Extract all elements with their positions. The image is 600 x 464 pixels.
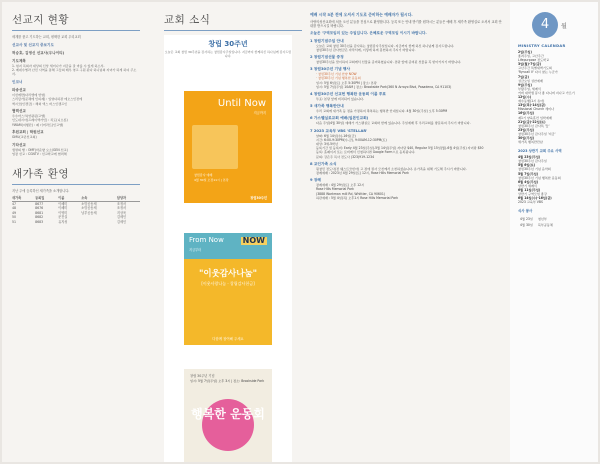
calendar-text: 부활주일, 세례식	[518, 86, 541, 91]
table-cell: 47	[12, 201, 17, 206]
calendar-date: 16일(주일)	[518, 111, 535, 116]
table-cell: 8682	[35, 215, 44, 220]
month-number: 4	[532, 12, 558, 38]
poster-line: 창립감사 예배	[194, 173, 213, 177]
mission-section-line: YWAM(여행단) : 페 너머라트(인고엘)	[12, 122, 64, 127]
table-cell: 남부공동체	[81, 210, 97, 215]
news-item	[310, 92, 502, 101]
news-list	[310, 39, 502, 200]
mission-section-head: 기타선교	[12, 142, 26, 147]
anniversary-logo: 창립 30주년	[208, 40, 248, 48]
calendar-date: 5월 7일(주일)	[518, 171, 539, 176]
calendar-text: 창립30주년 기념 행복한 운동회	[518, 175, 561, 180]
news-item-body: 등록기간 및 등록비: Early 4월 23일(주일)-5월 14일(주일) 자녀당 $40, Regular 5월 15일(월)-6월 4일(주일) 자녀당 $50	[316, 146, 484, 151]
table-cell: 51	[12, 220, 17, 225]
news-item-body: 창립30주년을 맞이하여 교회에서 선물을 준비하였습니다. 본당 앞에 준비된 선물을 꼭 받아가시기 바랍니다.	[316, 60, 462, 64]
calendar-text: 창립30주년 감사주일	[518, 159, 547, 164]
meal-table	[518, 215, 558, 229]
table-cell: 이영미	[58, 210, 68, 215]
mission-section-line: 이선에반(다리엔에 연영)	[12, 92, 46, 97]
calendar-date: 7일(금)	[518, 74, 529, 79]
mission-section-head: 허승호, 김영신 선교사(우나이티)	[12, 50, 65, 55]
mission-section-line: 엑시코(인캔금) : 해외 엑스 버스인캠프인	[12, 101, 68, 106]
mission-section-line: 우수마스크(연평된/고엘)	[12, 114, 46, 119]
divider	[12, 30, 140, 31]
calendar-text: 세가족 행복반만남	[518, 140, 543, 145]
mission-sections	[12, 51, 140, 157]
poster-sub-text: [이웃사랑나눔 · 창립감사헌금]	[201, 281, 255, 286]
news-item-body: Rose Hills Memorial Park	[316, 187, 354, 192]
calendar-entry	[518, 111, 594, 119]
table-cell: 조정서	[116, 206, 127, 211]
meal-team: 청년부	[537, 217, 547, 222]
mission-section-head: 기도제목	[12, 58, 26, 63]
news-welcome: 사랑의성산교회에 처음 오신 분들을 진심으로 환영합니다. 등록 또는 안내 받기를 원하시는 분들은 예배 후 새가족 환영실로 오셔서 교회 안내를 받으시길 바랍니다.	[310, 20, 502, 29]
mission-section-line: 인도네시아(프레이엑카인) : 치도(니오름)	[12, 118, 68, 123]
calendar-text: 창립30주년 감사주일 '지금'	[518, 131, 556, 136]
calendar-date: 13일(목)-14일(금)	[518, 103, 546, 108]
news-item-body: 장례예배 : 2023년 4월 29일(토) 12시, Rose Hills Memorial Park	[316, 171, 409, 176]
calendar-date: 23일(주일)	[518, 127, 535, 132]
mission-section-line: 업장 선교 : CGNTV : 선교학교에 협력해	[12, 152, 67, 157]
poster-footer-text: 다함께 참여해 주세요	[212, 337, 244, 341]
table-header-cell: 소속	[81, 196, 117, 201]
news-item-body: 우리 교회에 새가족 등 정을 가정하여 축복하는 행복반 안내입니다. 4월 30일(주일) 오후 5:30PM	[316, 109, 448, 114]
table-cell: 김세인	[116, 220, 127, 225]
calendar-list	[518, 50, 594, 144]
calendar-text: 창립30주년 기념 음악회	[518, 167, 551, 172]
news-item	[310, 104, 502, 113]
news-item-body: 장례예배 : 4월 29일(토) 오후 12시	[316, 183, 365, 188]
mission-intro: 세계를 품고 기도하는 교회, 평택한 교회 우리교회	[12, 35, 81, 39]
poster-subtitle: 지금까지	[253, 111, 266, 115]
table-cell: 이혜미	[58, 206, 68, 211]
calendar-entry	[518, 180, 594, 188]
meal-date: 4월 23일	[520, 217, 533, 222]
news-item-sub: · 창립30주년 기념 찬양 NOW	[316, 72, 357, 77]
table-cell: 50	[12, 215, 17, 220]
news-column	[302, 2, 510, 462]
mission-section-head: 파송선교	[12, 87, 26, 92]
meal-heading: 식사 봉사	[518, 209, 533, 214]
calendar-text: 고난주간 특별새벽기도회	[518, 66, 552, 71]
news-title: 교회 소식	[164, 14, 211, 26]
news-item-body: 등록: 홈페이지 또는 로비에서 신청하시면 Google Form으로 등록됩니다.	[316, 150, 416, 155]
news-item-body: 창립30주년 감사헌금은 자작서에, 이렇게 하며 봉헌하여 주시기 바랍니다.	[316, 47, 416, 52]
meal-row	[520, 217, 556, 221]
news-item-body: 오늘은 교회 창립 30주년을 감사하는 창립감사주일입니다. 지금까지 함께 하신 하나님께 감사드립니다.	[316, 43, 455, 48]
calendar-date: 30일(주일)	[518, 135, 535, 140]
news-item-body: 일시: 5월 7일(주일) 10AM | 장소: Brookside Park(360 N Arroyo Blvd, Pasadena, CA 91103)	[316, 84, 452, 89]
poster-title: Until Now	[217, 98, 266, 109]
mission-section-line: 생명의 빵 : OMF(싸운향 요소/GEN 선교)	[12, 147, 68, 152]
calendar-date: 4월 23일(주일)	[518, 155, 541, 160]
middle-column	[162, 2, 302, 462]
calendar-entry	[518, 50, 594, 58]
news-item-body: 하관예배 : 5월 4일(목) 오후1시 Rose Hills Memorial Park	[316, 195, 399, 200]
news-intro: 예배 시작 5분 전에 오셔서 기도로 준비하는 예배자가 됩시다.	[310, 12, 413, 17]
calendar-date: 12일(수)	[518, 95, 532, 100]
table-cell: 이혜미	[58, 201, 68, 206]
calendar-date: 2일(주일)	[518, 50, 532, 54]
table-cell: 유지성	[58, 220, 68, 225]
table-row	[12, 220, 140, 225]
news-item-head: 5 새가족 행복반안내	[310, 104, 344, 109]
new-family-title: 새가족 환영	[12, 168, 70, 181]
calendar-entry	[518, 83, 594, 91]
calendar-column	[510, 2, 598, 462]
news-item-head: 7 2023 교육부 VBS 'STELLAR'	[310, 128, 368, 133]
table-body	[12, 201, 140, 224]
calendar-text: 성금요일 성찬예배	[518, 78, 543, 83]
poster-main-text: "이웃감사나눔"	[198, 269, 258, 279]
mission-section-head: 후원교회 | 학원선교	[12, 130, 44, 135]
news-item	[310, 178, 502, 200]
poster-now-badge: NOW	[242, 236, 265, 245]
table-cell: 조정서	[116, 201, 127, 206]
table-cell	[81, 220, 117, 225]
table-cell: 48	[12, 206, 17, 211]
calendar-date: 21일(금)-22일(토)	[518, 119, 546, 124]
news-item-body: (3888 Workman mill Rd, Whittier, CA 90601)	[316, 191, 386, 196]
table-header-cell: 이름	[58, 196, 81, 201]
calendar-date: 6월 11일(주일)	[518, 187, 541, 192]
news-item-body: 원창민 전도사(전 웨스트코빈아) 고 정애 권사 모친께서 소천하셨습니다. 유가족을 위해 기도해 주시기 바랍니다.	[316, 166, 467, 171]
banner-caption: 오늘은 교회 창립 30주년을 감사하는 창립감사주일입니다. 지금까지 함께하신 하나님께 감사드립니다.	[164, 50, 292, 59]
calendar-entry	[518, 75, 594, 83]
sports-day-poster[interactable]	[184, 369, 272, 462]
calendar-date: 6월 4일(주일)	[518, 179, 539, 184]
calendar-date: 3일(월)-7일(금)	[518, 62, 542, 67]
news-item	[310, 162, 502, 175]
mission-section-line: GMU(교단선교회)	[12, 135, 37, 140]
calendar-entry	[518, 120, 594, 128]
left-column	[6, 2, 146, 462]
bulletin-page	[2, 2, 598, 462]
calendar-text: 'Ryncall V' 다시 찾는 누군가	[518, 70, 558, 75]
calendar-text: 제1기 양육훈련 입학예배	[518, 115, 552, 120]
news-item	[310, 67, 502, 89]
calendar-text: 2023 교육부 VBS	[518, 200, 543, 205]
poster-panel	[164, 35, 292, 462]
news-item	[310, 39, 502, 52]
table-cell: 8683	[35, 220, 44, 225]
news-item	[310, 116, 502, 125]
meal-team: 북부공동체	[537, 223, 553, 228]
calendar-text: 종려주일, 고난주간	[518, 54, 544, 59]
from-now-poster[interactable]	[184, 233, 272, 345]
calendar-entry	[518, 95, 594, 103]
month-word: 월	[561, 22, 567, 30]
mission-subhead: 선교사 및 선교지 중보기도	[12, 42, 54, 47]
mission-title: 선교지 현황	[12, 14, 70, 26]
table-cell: 8681	[35, 210, 44, 215]
news-item-head: 8 교인가족 소식	[310, 161, 337, 166]
new-family-intro: 지난 주에 등록하신 새가족을 소개합니다.	[12, 189, 70, 194]
mission-section-head: 협력선교	[12, 109, 26, 114]
poster-photo-frame	[192, 125, 238, 169]
calendar-text: 상반기 구역모임 종강	[518, 192, 547, 196]
poster-footer-text: 창립30주년	[250, 196, 267, 200]
meal-row	[520, 223, 556, 227]
poster-title: 행복한 운동회	[191, 407, 265, 421]
news-item-body: 투표: 본당 앞에 비치되어 있습니다.	[316, 97, 364, 102]
table-cell: 8676	[35, 206, 44, 211]
calendar-entry	[518, 196, 594, 204]
mission-section-line: 1. 현지 목회자 대상의 신앙 세미나가 지금을 잘 마를 수 있게 하소서.	[12, 63, 105, 68]
news-item	[310, 55, 502, 64]
news-item-head: 9 장례	[310, 178, 321, 183]
year-ministry-heading: 2023 상반기 교회 주요 사역	[518, 149, 562, 154]
calendar-text: 상반기 세례식	[518, 183, 537, 188]
meal-date: 4월 30일	[520, 223, 533, 228]
news-item-body: 다음 주일(4월 30일) 예배가 가스펠실로 교회와 함께 있습니다. 주일예배 후 우리교회를 방문하여 주시기 바랍니다.	[316, 121, 471, 126]
until-now-poster[interactable]	[184, 91, 272, 203]
news-item-sub: · 창립30주년 기념 행복한 운동회	[316, 76, 361, 81]
news-item-body: 일시: 5월 6일(토) 오후 5:30PM | 장소: 본당	[316, 80, 377, 85]
news-item	[310, 129, 502, 159]
anniversary-banner	[164, 39, 292, 58]
news-item-head: 1 창립기념주일 안내	[310, 38, 344, 43]
calendar-heading: MINISTRY CALENDAR	[518, 44, 566, 48]
calendar-text: Missional Church 세미나	[518, 107, 555, 112]
poster-head: 창립 30주년 기념	[190, 374, 215, 378]
news-notice: 오늘은 '구역모임의 있는 주일입니다. 은혜로운 구역모임 이시기 바랍니다.	[310, 30, 427, 35]
news-item-body: 대상: 3세-5학년	[316, 142, 339, 147]
table-cell: 소망공동체	[81, 201, 97, 206]
news-item-body: 날짜: 6월 14일(수)-16일(금)	[316, 133, 356, 138]
poster-title: From Now	[189, 236, 224, 244]
mission-section-line: 스리랑카(문채에 인피제) : 입영다하관 에오스인전에	[12, 97, 83, 102]
table-cell: 49	[12, 210, 17, 215]
calendar-entry	[518, 188, 594, 196]
poster-line: 4월 30일 오전11시 | 본당	[194, 178, 229, 182]
table-header-cell: 새가족	[12, 196, 35, 201]
calendar-entry	[518, 172, 594, 180]
calendar-date: 9일(주일)	[518, 82, 532, 87]
divider	[164, 30, 302, 31]
month-badge	[518, 12, 594, 38]
divider	[12, 184, 140, 185]
table-cell: 김세인	[116, 215, 127, 220]
calendar-entry	[518, 128, 594, 136]
table-cell: 소망공동체	[81, 206, 97, 211]
news-item-head: 2 창립기념선물 증정	[310, 55, 344, 59]
mission-section-head: 인코너	[12, 79, 23, 84]
calendar-text: Lifepurpose 전도학교	[518, 58, 550, 63]
new-family-table	[12, 196, 140, 225]
news-item-body: 문의: 강은주 목사 전도사 (323)919-1234	[316, 154, 375, 159]
table-cell: 지상욱	[116, 210, 127, 215]
news-item-body: 시간: 6:00-9:30PM(수-금), 9:00AM-12:30PM(토)	[316, 137, 387, 142]
poster-info: 일시: 5월 7일(주일) 오후 3시 | 장소: Brookside Park	[190, 379, 265, 383]
calendar-text: 커버 대학생 봉사 종 다니며 지나고 가르기	[518, 90, 575, 95]
table-header-cell: 등록일	[35, 196, 58, 201]
calendar-text: 예수동행(1시 유아)	[518, 99, 545, 104]
mission-section-line: 2. 베네수엘라 난민 사역을 통해 그들의 배우 영고 구원 된다 하나님의 자녀가 되게 하여 주소서.	[12, 68, 137, 77]
news-item-head: 4 창립30주년 선교헌 행복한 운동회 이름 투표	[310, 92, 386, 97]
poster-subtitle: 지금부터	[189, 248, 202, 252]
calendar-date: 5월 6일(토)	[518, 163, 536, 168]
news-item-head: 3 창립30주년 기념 행사	[310, 67, 351, 72]
table-cell: 문진실	[58, 215, 68, 220]
table-cell: 8677	[35, 201, 44, 206]
calendar-date: 6월 14일(수)-16일(금)	[518, 196, 552, 201]
year-ministry-list	[518, 155, 594, 204]
table-header-cell: 담당자	[117, 196, 140, 201]
calendar-text: 창립30주년 감사특 '들'	[518, 123, 550, 128]
news-item-head: 6 가스펠실로교회 예배(일본인교회)	[310, 116, 369, 121]
calendar-entry	[518, 163, 594, 171]
calendar-entry	[518, 136, 594, 144]
